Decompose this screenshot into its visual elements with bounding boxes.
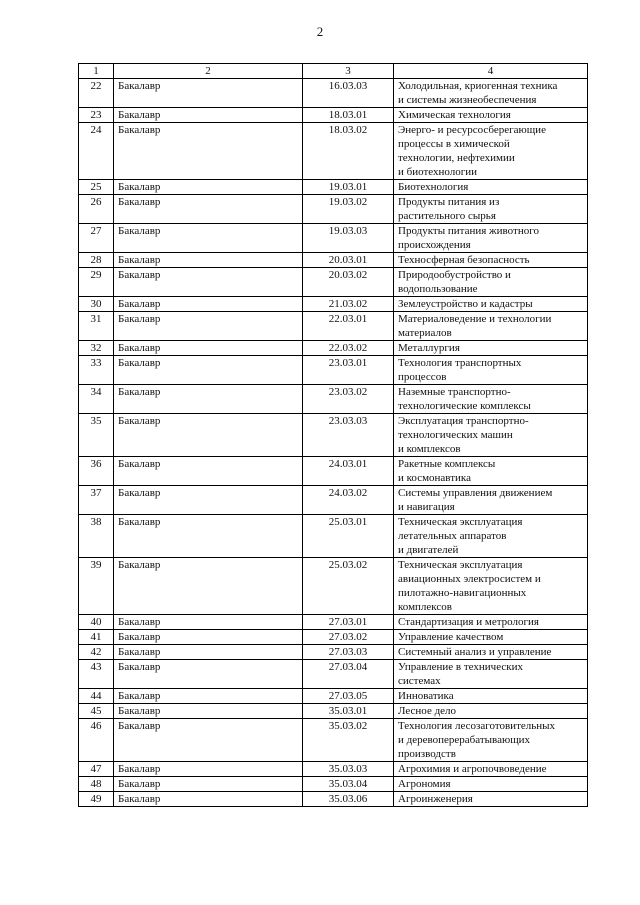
degree-level-cell: Бакалавр <box>114 297 303 312</box>
table-row <box>79 777 588 792</box>
program-name-cell: Агрономия <box>394 777 588 792</box>
program-code-cell: 24.03.02 <box>303 486 394 515</box>
table-row <box>79 312 588 341</box>
table-row <box>79 558 588 615</box>
table-row <box>79 630 588 645</box>
program-name-cell: Стандартизация и метрология <box>394 615 588 630</box>
row-number-cell: 22 <box>79 79 114 108</box>
degree-level-cell: Бакалавр <box>114 195 303 224</box>
program-code-cell: 20.03.01 <box>303 253 394 268</box>
table-row <box>79 180 588 195</box>
table-row <box>79 385 588 414</box>
program-name-cell: Энерго- и ресурсосберегающие процессы в химической технологии, нефтехимии и биотехнологии <box>394 123 588 180</box>
program-name-cell: Управление в технических системах <box>394 660 588 689</box>
degree-level-cell: Бакалавр <box>114 253 303 268</box>
column-header-4: 4 <box>394 64 588 79</box>
row-number-cell: 49 <box>79 792 114 807</box>
program-code-cell: 21.03.02 <box>303 297 394 312</box>
program-name-cell: Материаловедение и технологии материалов <box>394 312 588 341</box>
table-row <box>79 253 588 268</box>
table-row <box>79 356 588 385</box>
program-name-cell: Управление качеством <box>394 630 588 645</box>
program-name-cell: Химическая технология <box>394 108 588 123</box>
degree-level-cell: Бакалавр <box>114 312 303 341</box>
program-code-cell: 35.03.04 <box>303 777 394 792</box>
row-number-cell: 42 <box>79 645 114 660</box>
degree-level-cell: Бакалавр <box>114 777 303 792</box>
program-code-cell: 22.03.02 <box>303 341 394 356</box>
row-number-cell: 26 <box>79 195 114 224</box>
row-number-cell: 33 <box>79 356 114 385</box>
degree-level-cell: Бакалавр <box>114 515 303 558</box>
programs-table <box>78 63 588 807</box>
row-number-cell: 31 <box>79 312 114 341</box>
program-code-cell: 27.03.02 <box>303 630 394 645</box>
row-number-cell: 40 <box>79 615 114 630</box>
table-row <box>79 457 588 486</box>
degree-level-cell: Бакалавр <box>114 792 303 807</box>
program-name-cell: Техническая эксплуатация летательных аппаратов и двигателей <box>394 515 588 558</box>
program-code-cell: 25.03.01 <box>303 515 394 558</box>
row-number-cell: 47 <box>79 762 114 777</box>
row-number-cell: 38 <box>79 515 114 558</box>
program-code-cell: 19.03.02 <box>303 195 394 224</box>
row-number-cell: 44 <box>79 689 114 704</box>
program-code-cell: 19.03.03 <box>303 224 394 253</box>
row-number-cell: 45 <box>79 704 114 719</box>
table-row <box>79 689 588 704</box>
program-name-cell: Технология транспортных процессов <box>394 356 588 385</box>
degree-level-cell: Бакалавр <box>114 79 303 108</box>
row-number-cell: 28 <box>79 253 114 268</box>
program-code-cell: 24.03.01 <box>303 457 394 486</box>
program-code-cell: 35.03.02 <box>303 719 394 762</box>
table-row <box>79 414 588 457</box>
degree-level-cell: Бакалавр <box>114 630 303 645</box>
degree-level-cell: Бакалавр <box>114 704 303 719</box>
program-code-cell: 27.03.05 <box>303 689 394 704</box>
program-code-cell: 27.03.04 <box>303 660 394 689</box>
row-number-cell: 37 <box>79 486 114 515</box>
degree-level-cell: Бакалавр <box>114 268 303 297</box>
program-name-cell: Землеустройство и кадастры <box>394 297 588 312</box>
program-code-cell: 23.03.02 <box>303 385 394 414</box>
degree-level-cell: Бакалавр <box>114 341 303 356</box>
program-name-cell: Лесное дело <box>394 704 588 719</box>
row-number-cell: 29 <box>79 268 114 297</box>
table-row <box>79 704 588 719</box>
program-code-cell: 35.03.06 <box>303 792 394 807</box>
row-number-cell: 34 <box>79 385 114 414</box>
program-name-cell: Техническая эксплуатация авиационных электросистем и пилотажно-навигационных комплексов <box>394 558 588 615</box>
row-number-cell: 48 <box>79 777 114 792</box>
program-name-cell: Агроинженерия <box>394 792 588 807</box>
row-number-cell: 35 <box>79 414 114 457</box>
degree-level-cell: Бакалавр <box>114 108 303 123</box>
row-number-cell: 36 <box>79 457 114 486</box>
degree-level-cell: Бакалавр <box>114 486 303 515</box>
degree-level-cell: Бакалавр <box>114 689 303 704</box>
degree-level-cell: Бакалавр <box>114 615 303 630</box>
program-code-cell: 18.03.02 <box>303 123 394 180</box>
program-code-cell: 18.03.01 <box>303 108 394 123</box>
column-header-1: 1 <box>79 64 114 79</box>
table-row <box>79 719 588 762</box>
program-name-cell: Инноватика <box>394 689 588 704</box>
program-name-cell: Биотехнология <box>394 180 588 195</box>
program-code-cell: 19.03.01 <box>303 180 394 195</box>
table-row <box>79 486 588 515</box>
program-name-cell: Эксплуатация транспортно- технологических машин и комплексов <box>394 414 588 457</box>
degree-level-cell: Бакалавр <box>114 356 303 385</box>
program-code-cell: 22.03.01 <box>303 312 394 341</box>
program-name-cell: Продукты питания из растительного сырья <box>394 195 588 224</box>
row-number-cell: 32 <box>79 341 114 356</box>
program-code-cell: 25.03.02 <box>303 558 394 615</box>
row-number-cell: 46 <box>79 719 114 762</box>
table-row <box>79 195 588 224</box>
program-name-cell: Агрохимия и агропочвоведение <box>394 762 588 777</box>
row-number-cell: 30 <box>79 297 114 312</box>
degree-level-cell: Бакалавр <box>114 385 303 414</box>
program-code-cell: 23.03.03 <box>303 414 394 457</box>
program-name-cell: Природообустройство и водопользование <box>394 268 588 297</box>
program-code-cell: 20.03.02 <box>303 268 394 297</box>
table-header-row <box>79 64 588 79</box>
table-row <box>79 762 588 777</box>
program-code-cell: 16.03.03 <box>303 79 394 108</box>
program-name-cell: Холодильная, криогенная техника и системы жизнеобеспечения <box>394 79 588 108</box>
table-row <box>79 268 588 297</box>
table-row <box>79 660 588 689</box>
degree-level-cell: Бакалавр <box>114 224 303 253</box>
program-code-cell: 27.03.01 <box>303 615 394 630</box>
row-number-cell: 27 <box>79 224 114 253</box>
table-row <box>79 224 588 253</box>
program-name-cell: Технология лесозаготовительных и деревоперерабатывающих производств <box>394 719 588 762</box>
row-number-cell: 41 <box>79 630 114 645</box>
program-name-cell: Металлургия <box>394 341 588 356</box>
program-code-cell: 35.03.01 <box>303 704 394 719</box>
table-row <box>79 123 588 180</box>
program-code-cell: 23.03.01 <box>303 356 394 385</box>
row-number-cell: 23 <box>79 108 114 123</box>
degree-level-cell: Бакалавр <box>114 719 303 762</box>
program-name-cell: Техносферная безопасность <box>394 253 588 268</box>
program-name-cell: Ракетные комплексы и космонавтика <box>394 457 588 486</box>
program-name-cell: Продукты питания животного происхождения <box>394 224 588 253</box>
table-row <box>79 341 588 356</box>
row-number-cell: 43 <box>79 660 114 689</box>
table-row <box>79 297 588 312</box>
degree-level-cell: Бакалавр <box>114 660 303 689</box>
table-row <box>79 515 588 558</box>
program-code-cell: 35.03.03 <box>303 762 394 777</box>
column-header-3: 3 <box>303 64 394 79</box>
table-row <box>79 792 588 807</box>
degree-level-cell: Бакалавр <box>114 558 303 615</box>
program-code-cell: 27.03.03 <box>303 645 394 660</box>
table-row <box>79 79 588 108</box>
degree-level-cell: Бакалавр <box>114 645 303 660</box>
table-row <box>79 615 588 630</box>
table-row <box>79 108 588 123</box>
degree-level-cell: Бакалавр <box>114 457 303 486</box>
degree-level-cell: Бакалавр <box>114 180 303 195</box>
degree-level-cell: Бакалавр <box>114 414 303 457</box>
page-number: 2 <box>316 24 324 39</box>
column-header-2: 2 <box>114 64 303 79</box>
row-number-cell: 25 <box>79 180 114 195</box>
program-name-cell: Системный анализ и управление <box>394 645 588 660</box>
row-number-cell: 39 <box>79 558 114 615</box>
degree-level-cell: Бакалавр <box>114 762 303 777</box>
row-number-cell: 24 <box>79 123 114 180</box>
program-name-cell: Наземные транспортно- технологические комплексы <box>394 385 588 414</box>
table-row <box>79 645 588 660</box>
program-name-cell: Системы управления движением и навигация <box>394 486 588 515</box>
degree-level-cell: Бакалавр <box>114 123 303 180</box>
